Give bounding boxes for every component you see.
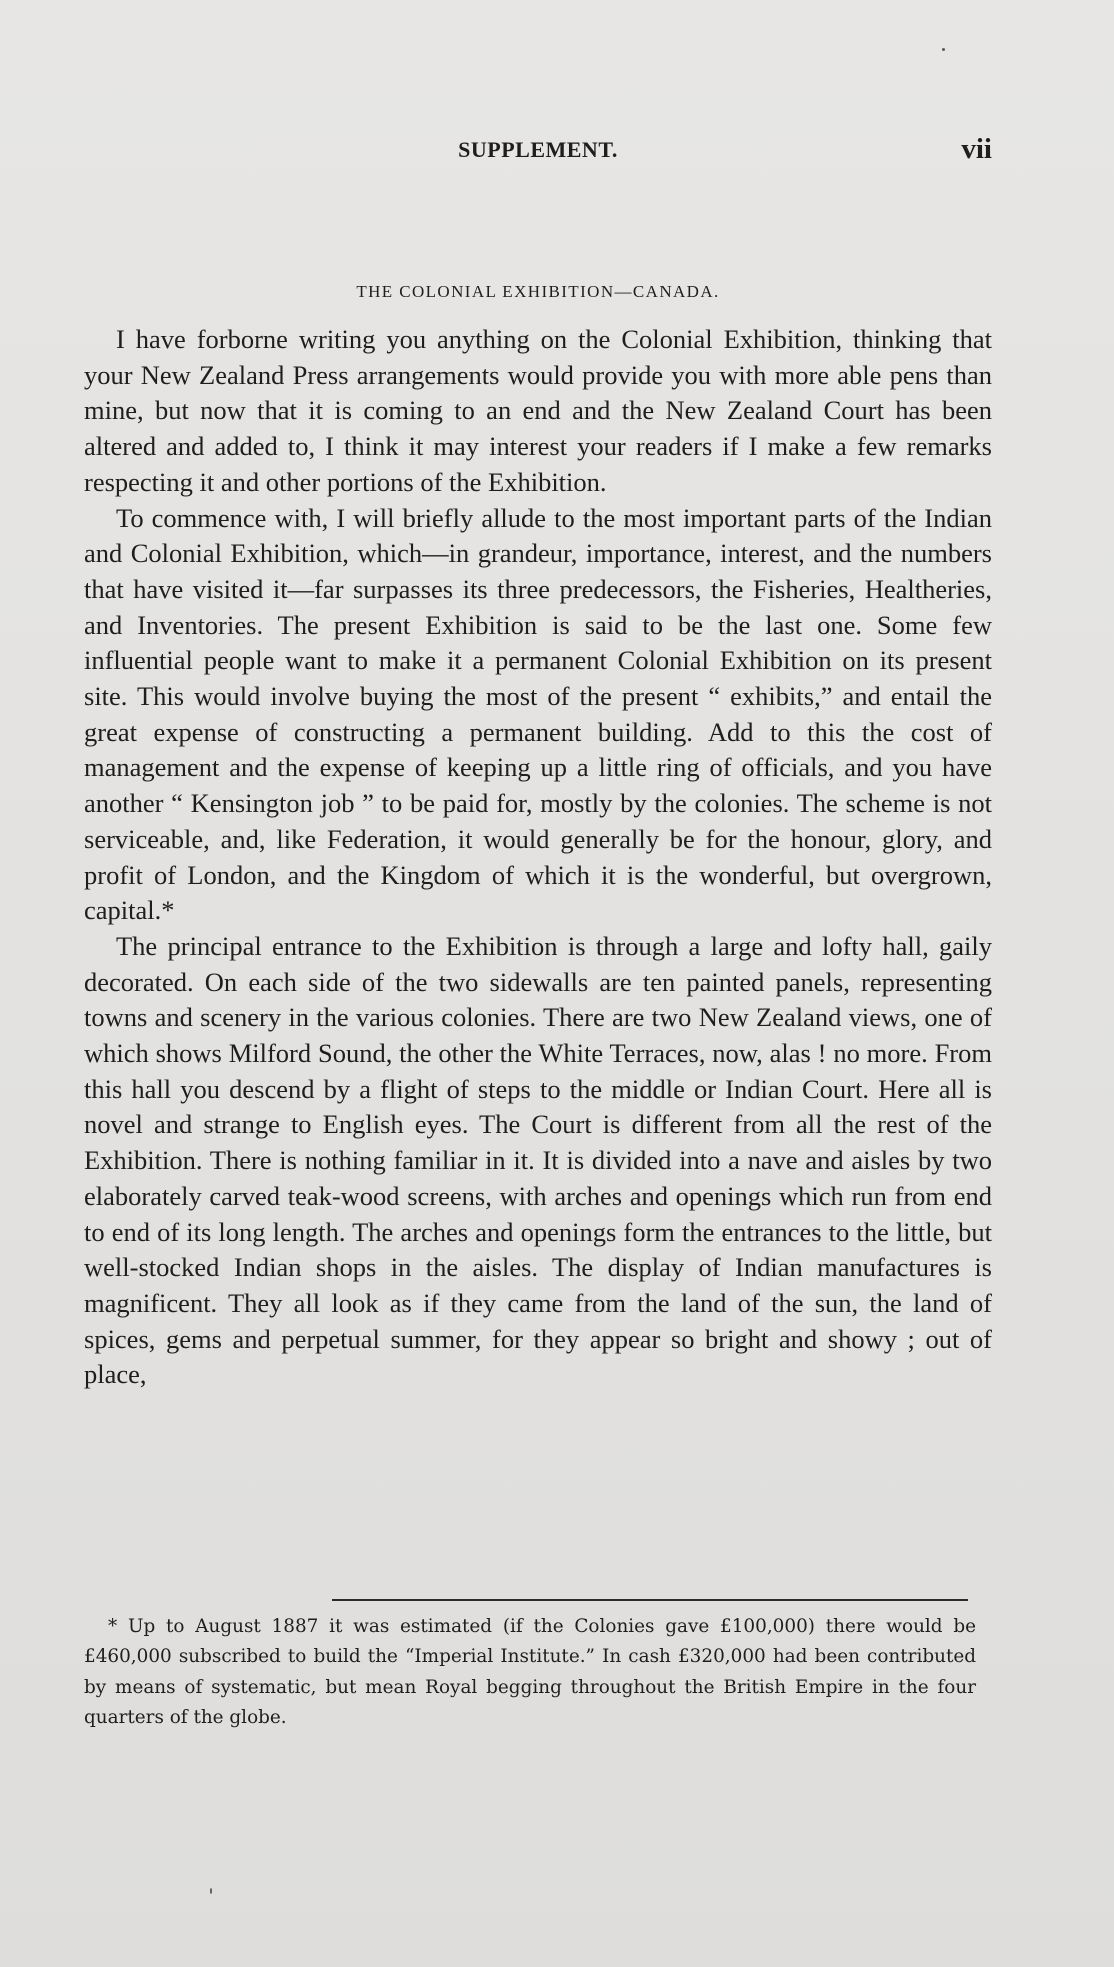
footnote [84, 1612, 976, 1733]
running-title: SUPPLEMENT. [458, 137, 618, 162]
paragraph: I have forborne writing you anything on the Colonial Exhibition, thinking that your New Zealand Press arrangements would provide you with more able pens than mine, but now that it is coming to an end and the New Zealand Court has been altered and added to, I think it may interest your readers if I make a few remarks respecting it and other portions of the Exhibition. [84, 324, 992, 497]
paragraph: To commence with, I will briefly allude to the most important parts of the Indian and Colonial Exhibition, which—in grandeur, importance, interest, and the numbers that have visited it—far surpasses its three predecessors, the Fisheries, Healtheries, and Inventories. The present Exhibition is said to be the last one. Some few influential people want to make it a permanent Colonial Exhibition on its present site. This would involve buying the most of the present “ exhibits,” and entail the great expense of constructing a permanent building. Add to this the cost of management and the expense of keeping up a little ring of officials, and you have another “ Kensington job ” to be paid for, mostly by the colonies. The scheme is not serviceable, and, like Federation, it would generally be for the honour, glory, and profit of London, and the Kingdom of which it is the wonderful, but overgrown, capital.* [84, 502, 992, 926]
paragraph: The principal entrance to the Exhibition is through a large and lofty hall, gaily decorated. On each side of the two sidewalls are ten painted panels, representing towns and scenery in the various colonies. There are two New Zealand views, one of which shows Milford Sound, the other the White Terraces, now, alas ! no more. From this hall you descend by a flight of steps to the middle or Indian Court. Here all is novel and strange to English eyes. The Court is different from all the rest of the Exhibition. There is nothing familiar in it. It is divided into a nave and aisles by two elaborately carved teak-wood screens, with arches and openings which run from end to end of its long length. The arches and openings form the entrances to the little, but well-stocked Indian shops in the aisles. The display of Indian manufactures is magnificent. They all look as if they came from the land of the sun, the land of spices, gems and perpetual summer, for they appear so bright and showy ; out of place, [84, 930, 992, 1390]
footnote-text: * Up to August 1887 it was estimated (if the Colonies gave £100,000) there would be £460,000 subscribed to build the “Imperial Institute.” In cash £320,000 had been contributed by means of systematic, but mean Royal begging throughout the British Empire in the four quarters of the globe. [84, 1616, 976, 1728]
running-head [84, 133, 992, 167]
section-title: THE COLONIAL EXHIBITION—CANADA. [356, 282, 720, 301]
body-text [84, 322, 992, 1393]
paper-speck [210, 1888, 212, 1894]
page-number: vii [961, 133, 992, 165]
footnote-rule [332, 1599, 968, 1601]
paper-speck [942, 48, 945, 51]
